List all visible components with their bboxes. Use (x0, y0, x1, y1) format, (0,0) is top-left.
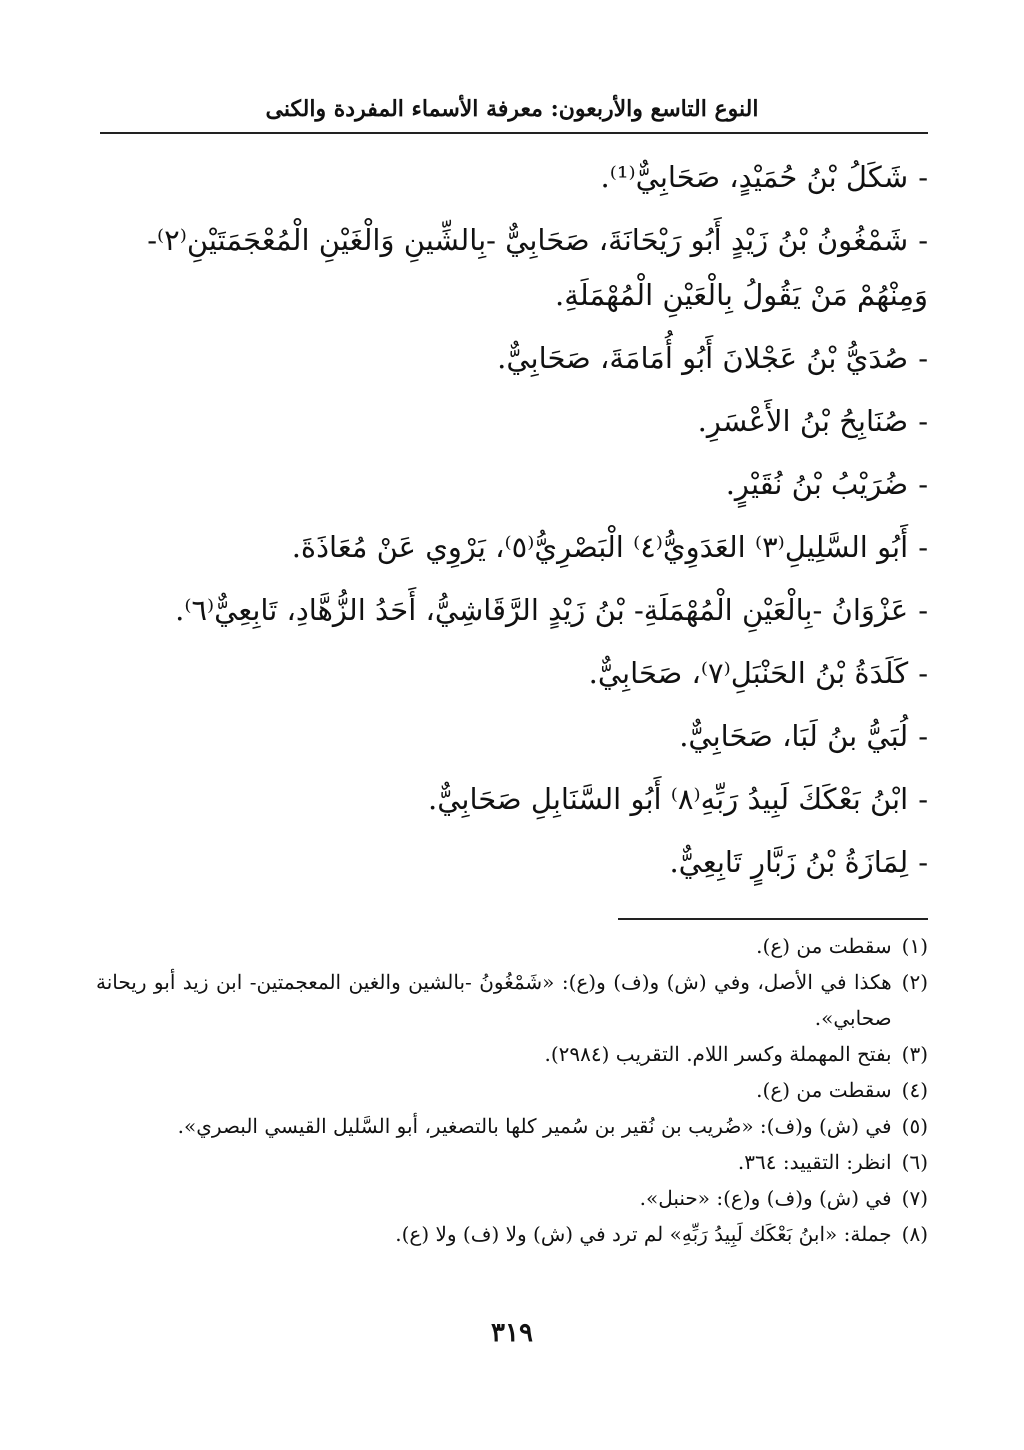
footnote-divider (618, 918, 928, 920)
entry-dash: - (918, 656, 928, 690)
footnote-text: بفتح المهملة وكسر اللام. التقريب (٢٩٨٤). (544, 1042, 892, 1066)
entry-text: صُنَابِحُ بْنُ الأَعْسَرِ. (697, 404, 909, 438)
entry-item (86, 394, 928, 449)
footnote-item (96, 928, 928, 964)
footnote-text: هكذا في الأصل، وفي (ش) و(ف) و(ع): «شَمْغُونُ -بالشين والغين المعجمتين- ابن زيد أبو ريحانة صحابي». (96, 970, 892, 1030)
footnote-text: انظر: التقييد: ٣٦٤. (737, 1150, 892, 1174)
footnote-text: في (ش) و(ف) و(ع): «حنبل». (639, 1186, 892, 1210)
footnote-text: سقطت من (ع). (756, 934, 892, 958)
entry-item (86, 835, 928, 890)
entry-text: شَكَلُ بْنُ حُمَيْدٍ، صَحَابِيٌّ⁽¹⁾. (600, 160, 909, 194)
footnote-number: (٧) (901, 1186, 928, 1210)
entry-text: لُبَيُّ بنُ لَبَا، صَحَابِيٌّ. (679, 719, 909, 753)
footnotes-list (96, 928, 928, 1252)
entry-text: أَبُو السَّلِيلِ⁽٣⁾ العَدَوِيُّ⁽٤⁾ الْبَصْرِيُّ⁽٥⁾، يَرْوِي عَنْ مُعَاذَةَ. (291, 530, 909, 564)
footnote-item (96, 1216, 928, 1252)
entry-text: شَمْغُونُ بْنُ زَيْدٍ أَبُو رَيْحَانَةَ، صَحَابِيٌّ -بِالشِّينِ وَالْغَيْنِ الْمُعْجَمَتَيْنِ⁽٢⁾- وَمِنْهُمْ مَنْ يَقُولُ بِالْعَيْنِ الْمُهْمَلَةِ. (147, 223, 928, 312)
entry-text: عَزْوَانُ -بِالْعَيْنِ الْمُهْمَلَةِ- بْنُ زَيْدٍ الرَّقَاشِيُّ، أَحَدُ الزُّهَّادِ، تَابِعِيٌّ⁽٦⁾. (175, 593, 909, 627)
footnote-number: (٤) (901, 1078, 928, 1102)
footnote-item (96, 1036, 928, 1072)
entry-dash: - (918, 845, 928, 879)
footnote-item (96, 1072, 928, 1108)
entries-list (86, 150, 928, 898)
footnote-item (96, 964, 928, 1036)
entry-item (86, 709, 928, 764)
entry-dash: - (918, 467, 928, 501)
footnote-number: (٨) (901, 1222, 928, 1246)
footnote-text: سقطت من (ع). (756, 1078, 892, 1102)
footnote-number: (٣) (901, 1042, 928, 1066)
entry-text: صُدَيُّ بْنُ عَجْلانَ أَبُو أُمَامَةَ، صَحَابِيٌّ. (497, 341, 909, 375)
entry-dash: - (918, 404, 928, 438)
entry-dash: - (918, 530, 928, 564)
entry-dash: - (918, 160, 928, 194)
footnote-item (96, 1108, 928, 1144)
footnote-number: (٥) (901, 1114, 928, 1138)
entry-text: ابْنُ بَعْكَكَ لَبِيدُ رَبِّهِ⁽٨⁾ أَبُو السَّنَابِلِ صَحَابِيٌّ. (428, 782, 909, 816)
entry-text: لِمَازَةُ بْنُ زَبَّارٍ تَابِعِيٌّ. (669, 845, 909, 879)
entry-text: ضُرَيْبُ بْنُ نُقَيْرٍ. (725, 467, 909, 501)
entry-dash: - (918, 782, 928, 816)
entry-dash: - (918, 223, 928, 257)
entry-text: كَلَدَةُ بْنُ الحَنْبَلِ⁽٧⁾، صَحَابِيٌّ. (588, 656, 909, 690)
running-header: النوع التاسع والأربعون: معرفة الأسماء المفردة والكنى (265, 96, 759, 122)
entry-dash: - (918, 719, 928, 753)
entry-item (86, 213, 928, 323)
entry-item (86, 457, 928, 512)
footnote-text: جملة: «ابنُ بَعْكَك لَبِيدُ رَبِّهِ» لم ترد في (ش) ولا (ف) ولا (ع). (395, 1222, 892, 1246)
entry-item (86, 583, 928, 638)
footnote-number: (١) (901, 934, 928, 958)
footnote-text: في (ش) و(ف): «ضُريب بن نُقير بن سُمير كلها بالتصغير، أبو السَّليل القيسي البصري». (177, 1114, 892, 1138)
footnote-number: (٦) (901, 1150, 928, 1174)
page-number: ٣١٩ (491, 1318, 533, 1348)
entry-item (86, 646, 928, 701)
entry-dash: - (918, 593, 928, 627)
entry-item (86, 150, 928, 205)
header-divider (100, 132, 928, 134)
entry-item (86, 520, 928, 575)
footnote-number: (٢) (901, 970, 928, 994)
footnote-item (96, 1144, 928, 1180)
entry-dash: - (918, 341, 928, 375)
footnote-item (96, 1180, 928, 1216)
entry-item (86, 772, 928, 827)
entry-item (86, 331, 928, 386)
